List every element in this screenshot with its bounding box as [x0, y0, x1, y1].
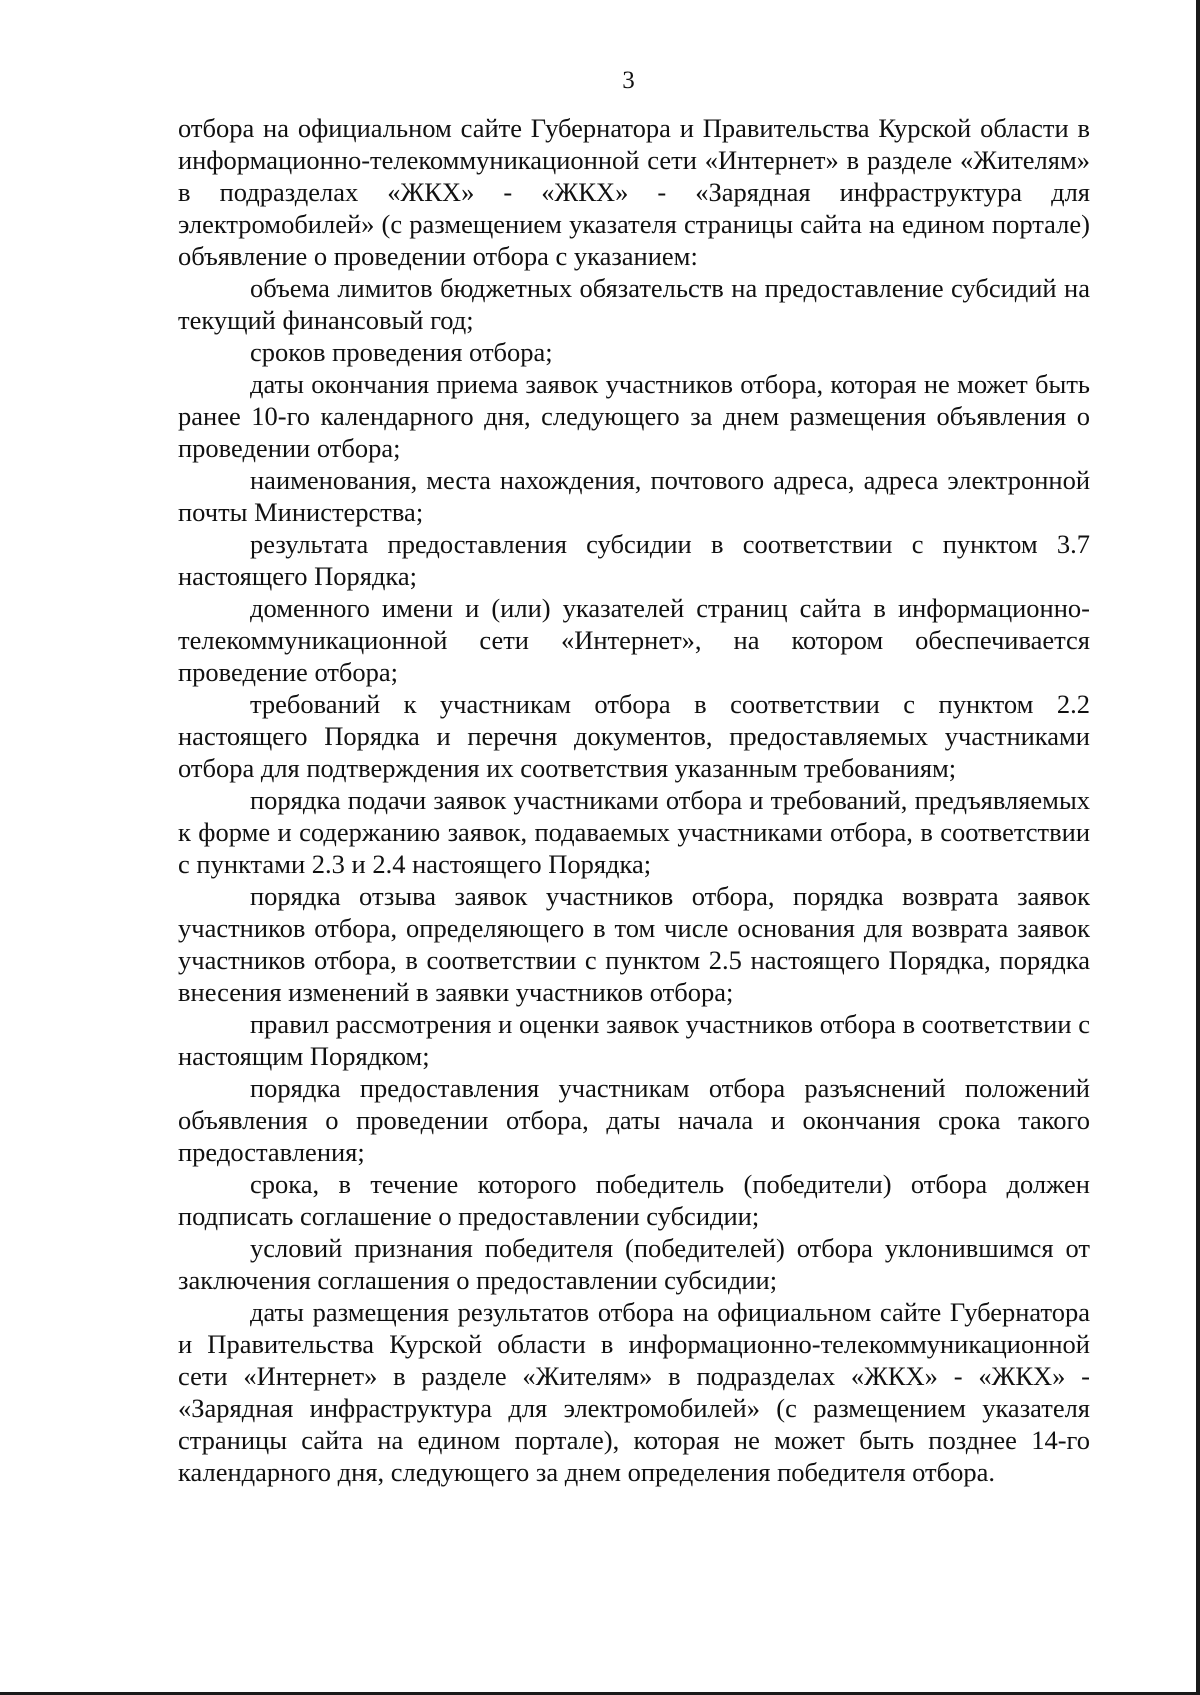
paragraph-evasion-conditions: условий признания победителя (победителей) отбора уклонившимся от заключения соглашения о предоставлении субсидии; [178, 1233, 1090, 1295]
paragraph-budget-limits: объема лимитов бюджетных обязательств на предоставление субсидий на текущий финансовый год; [178, 273, 1090, 335]
paragraph-results-publication: даты размещения результатов отбора на официальном сайте Губернатора и Правительства Курской области в информационно-телекоммуникационной сети «Интернет» в разделе «Жителям» в подразделах «ЖКХ» - «ЖКХ» - «Зарядная инфраструктура для электромобилей» (с размещением указателя страницы сайта на едином портале), которая не может быть позднее 14-го календарного дня, следующего за днем определения победителя отбора. [178, 1297, 1090, 1487]
paragraph-agreement-deadline: срока, в течение которого победитель (победители) отбора должен подписать соглашение о предоставлении субсидии; [178, 1169, 1090, 1231]
paragraph-submission-procedure: порядка подачи заявок участниками отбора и требований, предъявляемых к форме и содержанию заявок, подаваемых участниками отбора, в соответствии с пунктами 2.3 и 2.4 настоящего Порядка; [178, 785, 1090, 879]
paragraph-review-rules: правил рассмотрения и оценки заявок участников отбора в соответствии с настоящим Порядком; [178, 1009, 1090, 1071]
paragraph-clarifications: порядка предоставления участникам отбора разъяснений положений объявления о проведении отбора, даты начала и окончания срока такого предоставления; [178, 1073, 1090, 1167]
paragraph-application-deadline: даты окончания приема заявок участников отбора, которая не может быть ранее 10-го календарного дня, следующего за днем размещения объявления о проведении отбора; [178, 369, 1090, 463]
paragraph-ministry-contacts: наименования, места нахождения, почтового адреса, адреса электронной почты Министерства; [178, 465, 1090, 527]
paragraph-participant-requirements: требований к участникам отбора в соответствии с пунктом 2.2 настоящего Порядка и перечня документов, предоставляемых участниками отбора для подтверждения их соответствия указанным требованиям; [178, 689, 1090, 783]
paragraph-intro: отбора на официальном сайте Губернатора и Правительства Курской области в информационно-телекоммуникационной сети «Интернет» в разделе «Жителям» в подразделах «ЖКХ» - «ЖКХ» - «Зарядная инфраструктура для электромобилей» (с размещением указателя страницы сайта на едином портале) объявление о проведении отбора с указанием: [178, 113, 1090, 271]
scan-edge-right [1196, 0, 1200, 1695]
page-number: 3 [622, 67, 635, 94]
paragraph-withdrawal-procedure: порядка отзыва заявок участников отбора, порядка возврата заявок участников отбора, определяющего в том числе основания для возврата заявок участников отбора, в соответствии с пунктом 2.5 настоящего Порядка, порядка внесения изменений в заявки участников отбора; [178, 881, 1090, 1007]
paragraph-subsidy-result: результата предоставления субсидии в соответствии с пунктом 3.7 настоящего Порядка; [178, 529, 1090, 591]
body-text [178, 112, 1090, 1488]
paragraph-selection-terms: сроков проведения отбора; [250, 337, 553, 367]
paragraph-domain-name: доменного имени и (или) указателей страниц сайта в информационно-телекоммуникационной сети «Интернет», на котором обеспечивается проведение отбора; [178, 593, 1090, 687]
